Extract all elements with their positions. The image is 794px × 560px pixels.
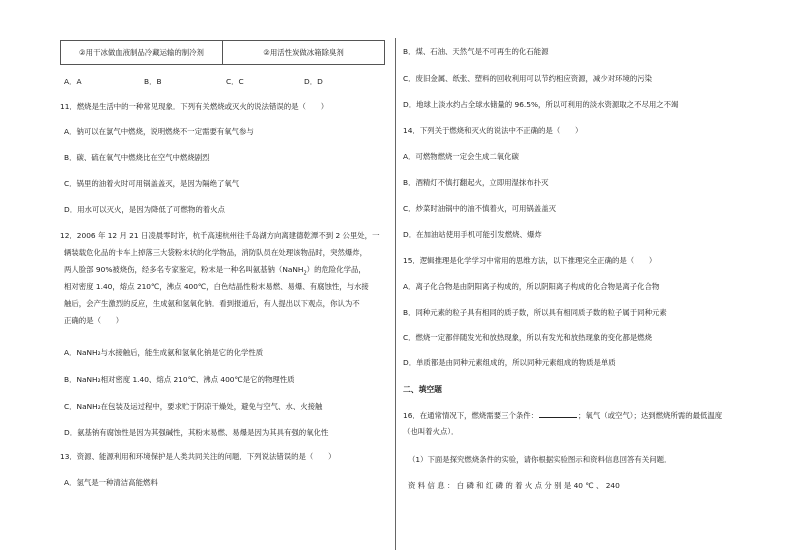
q15-option-d: D．单质都是由同种元素组成的，所以同种元素组成的物质是单质 [403, 358, 616, 367]
q10-option-d: D．D [304, 77, 323, 86]
q16-line-4: 资 料 信 息 ： 白 磷 和 红 磷 的 着 火 点 分 别 是 40 ℃ 、 240 [408, 481, 620, 490]
q12-option-c: C．NaNH₂在包装及运过程中，要求贮于阴凉干燥处，避免与空气、水、火接触 [64, 402, 323, 411]
q16-line-3: （1）下面是探究燃烧条件的实验，请你根据实验图示和资料信息回答有关问题． [408, 455, 672, 464]
q15-stem: 15．逻辑推理是化学学习中常用的思维方法，以下推理完全正确的是（ ） [403, 256, 657, 265]
q12-line-6: 正确的是（ ） [64, 316, 124, 325]
q16-line-1-a: 16．在通常情况下，燃烧需要三个条件： [403, 411, 539, 420]
q16-answer-blank[interactable] [539, 410, 577, 418]
column-divider [395, 38, 396, 550]
q10-option-a: A．A [64, 77, 82, 86]
q11-stem: 11．燃烧是生活中的一种常见现象．下列有关燃烧或灭火的说法错误的是（ ） [60, 102, 329, 111]
q12-option-b: B．NaNH₂相对密度 1.40、熔点 210℃、沸点 400℃是它的物理性质 [64, 375, 295, 384]
q13-stem: 13．资源、能源利用和环境保护是人类共同关注的问题．下列说法错误的是（ ） [60, 452, 336, 461]
q13-option-d: D．地球上淡水约占全球水储量的 96.5%，所以可利用的淡水资源取之不尽用之不竭 [403, 100, 679, 109]
q12-line-3-a: 两人脸部 90%被烧伤，经多名专家鉴定，粉末是一种名叫氨基钠（NaNH [64, 265, 304, 274]
q11-option-b: B．碳、硫在氧气中燃烧比在空气中燃烧剧烈 [64, 153, 210, 162]
q14-option-a: A．可燃物燃烧一定会生成二氧化碳 [403, 152, 519, 161]
q12-line-3-subscript: 2 [303, 270, 307, 277]
q10-option-b: B．B [144, 77, 162, 86]
q13-option-b: B．煤、石油、天然气是不可再生的化石能源 [403, 47, 549, 56]
q13-option-c: C．废旧金属、纸张、塑料的回收利用可以节约相应资源，减少对环境的污染 [403, 74, 653, 83]
q12-line-3-b: ）的危险化学品， [306, 265, 366, 274]
option-table [60, 40, 385, 65]
q16-line-2: （也叫着火点）． [403, 427, 459, 436]
q12-line-4: 相对密度 1.40，熔点 210℃，沸点 400℃，白色结晶性粉末易燃、易爆、有腐蚀性，与水接 [64, 282, 369, 291]
q11-option-c: C．锅里的油着火时可用锅盖盖灭，是因为隔绝了氧气 [64, 179, 240, 188]
option-table-cell-2: ②用活性炭做冰箱除臭剂 [222, 41, 384, 64]
section-title-fill-blank: 二、填空题 [403, 385, 442, 394]
q13-option-a: A．氢气是一种清洁高能燃料 [64, 478, 158, 487]
q11-option-d: D．用水可以灭火，是因为降低了可燃物的着火点 [64, 205, 225, 214]
q12-option-a: A．NaNH₂与水接触后，能生成氨和氢氧化钠是它的化学性质 [64, 348, 264, 357]
q12-line-5: 触后，会产生激烈的反应，生成氨和氢氧化钠．看到报道后，有人提出以下观点，你认为不 [64, 299, 360, 308]
q15-option-b: B．同种元素的粒子具有相同的质子数，所以具有相同质子数的粒子属于同种元素 [403, 308, 667, 317]
q15-option-c: C．燃烧一定都伴随发光和放热现象，所以有发光和放热现象的变化都是燃烧 [403, 333, 653, 342]
q14-stem: 14．下列关于燃烧和灭火的说法中不正确的是（ ） [403, 126, 583, 135]
q12-line-1: 12．2006 年 12 月 21 日凌晨零时许，杭千高速杭州往千岛湖方向离建德乾潭不到 2 公里处，一 [60, 231, 380, 240]
q15-option-a: A．离子化合物是由阴阳离子构成的，所以阴阳离子构成的化合物是离子化合物 [403, 282, 660, 291]
q16-line-1 [403, 410, 722, 421]
q16-line-1-b: ；氧气（或空气）；达到燃烧所需的最低温度 [578, 411, 723, 420]
q12-line-3 [64, 265, 366, 278]
q11-option-a: A．钠可以在氯气中燃烧，说明燃烧不一定需要有氧气参与 [64, 127, 254, 136]
q12-line-2: 辆装载危化品的卡车上掉落三大袋粉末状的化学物品，消防队员在处理该物品时，突然爆炸， [64, 248, 368, 257]
q14-option-c: C．炒菜时油锅中的油不慎着火，可用锅盖盖灭 [403, 204, 556, 213]
q10-option-c: C．C [226, 77, 244, 86]
option-table-cell-1: ②用干冰做血液制品冷藏运输的制冷剂 [79, 48, 204, 57]
q14-option-b: B．酒精灯不慎打翻起火，立即用湿抹布扑灭 [403, 178, 549, 187]
q12-option-d: D．氨基钠有腐蚀性是因为其强碱性，其粉末易燃、易爆是因为其具有强的氧化性 [64, 428, 329, 437]
q14-option-d: D．在加油站使用手机可能引发燃烧、爆炸 [403, 230, 542, 239]
